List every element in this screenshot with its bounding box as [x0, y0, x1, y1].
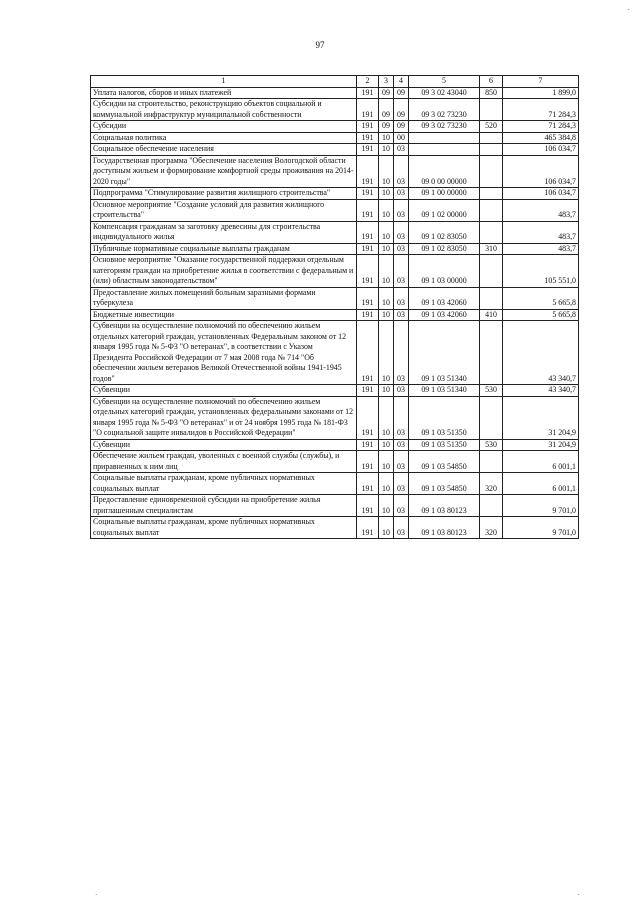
table-row	[91, 188, 579, 200]
table-row	[91, 473, 579, 495]
row-code-6: 320	[480, 517, 503, 539]
row-code-2: 191	[357, 221, 379, 243]
table-row	[91, 155, 579, 188]
row-code-6	[480, 199, 503, 221]
table-row	[91, 495, 579, 517]
row-code-3: 09	[379, 99, 394, 121]
corner-mark: ·	[577, 891, 580, 899]
row-name: Субсидии	[91, 121, 357, 133]
row-code-2: 191	[357, 121, 379, 133]
row-code-2: 191	[357, 451, 379, 473]
row-code-3: 10	[379, 439, 394, 451]
header-cell: 7	[503, 76, 579, 88]
row-code-5: 09 3 02 73230	[409, 121, 480, 133]
table-row	[91, 396, 579, 439]
row-code-6	[480, 451, 503, 473]
row-code-4: 03	[394, 287, 409, 309]
row-amount: 6 001,1	[503, 473, 579, 495]
row-code-6	[480, 287, 503, 309]
row-code-6	[480, 155, 503, 188]
row-code-4: 03	[394, 221, 409, 243]
header-cell: 3	[379, 76, 394, 88]
row-code-2: 191	[357, 517, 379, 539]
row-amount: 483,7	[503, 221, 579, 243]
row-code-4: 03	[394, 439, 409, 451]
table-row	[91, 221, 579, 243]
row-name: Социальная политика	[91, 132, 357, 144]
row-code-3: 09	[379, 121, 394, 133]
row-code-5: 09 1 03 42060	[409, 309, 480, 321]
row-code-2: 191	[357, 473, 379, 495]
row-code-2: 191	[357, 396, 379, 439]
table-row	[91, 287, 579, 309]
row-amount: 43 340,7	[503, 321, 579, 385]
row-name: Социальное обеспечение населения	[91, 144, 357, 156]
row-code-2: 191	[357, 144, 379, 156]
row-code-4: 03	[394, 188, 409, 200]
table-row	[91, 243, 579, 255]
row-amount: 31 204,9	[503, 396, 579, 439]
table-row	[91, 132, 579, 144]
row-amount: 483,7	[503, 243, 579, 255]
row-code-4: 03	[394, 144, 409, 156]
row-code-6: 520	[480, 121, 503, 133]
row-code-3: 09	[379, 87, 394, 99]
corner-mark: ·	[627, 6, 630, 14]
row-code-3: 10	[379, 243, 394, 255]
row-amount: 483,7	[503, 199, 579, 221]
table-row	[91, 199, 579, 221]
row-code-4: 03	[394, 155, 409, 188]
row-code-3: 10	[379, 287, 394, 309]
row-amount: 105 551,0	[503, 255, 579, 288]
row-code-6: 850	[480, 87, 503, 99]
row-name: Субвенции	[91, 439, 357, 451]
row-code-2: 191	[357, 243, 379, 255]
row-amount: 106 034,7	[503, 155, 579, 188]
row-code-6: 410	[480, 309, 503, 321]
row-code-4: 03	[394, 396, 409, 439]
row-code-5: 09 1 03 00000	[409, 255, 480, 288]
row-code-6: 530	[480, 439, 503, 451]
row-code-4: 03	[394, 321, 409, 385]
row-code-5: 09 1 02 83050	[409, 221, 480, 243]
row-code-3: 10	[379, 255, 394, 288]
row-code-5: 09 1 03 51340	[409, 321, 480, 385]
row-code-3: 10	[379, 132, 394, 144]
row-code-6	[480, 221, 503, 243]
row-code-5	[409, 144, 480, 156]
row-code-2: 191	[357, 155, 379, 188]
row-code-5: 09 1 00 00000	[409, 188, 480, 200]
row-name: Уплата налогов, сборов и иных платежей	[91, 87, 357, 99]
row-code-4: 03	[394, 517, 409, 539]
row-code-3: 10	[379, 473, 394, 495]
row-name: Субвенции на осуществление полномочий по обеспечению жильем отдельных категорий граждан, установленных Федеральным законом от 12 января 1995 года № 5-ФЗ "О ветеранах", в соответствии с Указом Президента Российской Федерации от 7 мая 2008 года № 714 "Об обеспечении жильем ветеранов Великой Отечественной войны 1941-1945 годов"	[91, 321, 357, 385]
row-name: Государственная программа "Обеспечение населения Вологодской области доступным жильем и формирование комфортной среды проживания на 2014-2020 годы"	[91, 155, 357, 188]
row-code-2: 191	[357, 439, 379, 451]
row-name: Предоставление жилых помещений больным заразными формами туберкулеза	[91, 287, 357, 309]
row-code-4: 03	[394, 243, 409, 255]
row-code-6: 530	[480, 385, 503, 397]
row-code-3: 10	[379, 385, 394, 397]
row-code-4: 03	[394, 451, 409, 473]
budget-table	[90, 75, 579, 539]
row-code-3: 10	[379, 188, 394, 200]
row-code-2: 191	[357, 321, 379, 385]
row-code-2: 191	[357, 287, 379, 309]
row-amount: 9 701,0	[503, 517, 579, 539]
row-code-6	[480, 144, 503, 156]
row-code-5: 09 3 02 73230	[409, 99, 480, 121]
row-name: Подпрограмма "Стимулирование развития жилищного строительства"	[91, 188, 357, 200]
row-code-3: 10	[379, 451, 394, 473]
row-name: Публичные нормативные социальные выплаты гражданам	[91, 243, 357, 255]
row-code-4: 09	[394, 87, 409, 99]
header-cell: 1	[91, 76, 357, 88]
row-amount: 31 204,9	[503, 439, 579, 451]
table-row	[91, 309, 579, 321]
row-code-5: 09 1 03 80123	[409, 517, 480, 539]
row-code-6	[480, 132, 503, 144]
row-name: Бюджетные инвестиции	[91, 309, 357, 321]
row-name: Субвенции на осуществление полномочий по обеспечению жильем отдельных категорий граждан, установленных федеральными законами от 12 января 1995 года № 5-ФЗ "О ветеранах" и от 24 ноября 1995 года № 181-ФЗ "О социальной защите инвалидов в Российской Федерации"	[91, 396, 357, 439]
table-row	[91, 517, 579, 539]
row-code-5: 09 1 03 80123	[409, 495, 480, 517]
table-row	[91, 385, 579, 397]
row-amount: 5 665,8	[503, 287, 579, 309]
row-code-6: 320	[480, 473, 503, 495]
row-code-5: 09 1 03 51340	[409, 385, 480, 397]
row-code-5: 09 1 03 54850	[409, 451, 480, 473]
row-code-2: 191	[357, 255, 379, 288]
row-code-3: 10	[379, 309, 394, 321]
table-row	[91, 439, 579, 451]
row-code-5: 09 1 02 00000	[409, 199, 480, 221]
row-code-6: 310	[480, 243, 503, 255]
row-name: Основное мероприятие "Создание условий для развития жилищного строительства"	[91, 199, 357, 221]
row-code-2: 191	[357, 385, 379, 397]
row-code-5: 09 1 03 51350	[409, 439, 480, 451]
row-code-3: 10	[379, 144, 394, 156]
row-amount: 71 284,3	[503, 99, 579, 121]
row-code-4: 03	[394, 473, 409, 495]
row-code-3: 10	[379, 199, 394, 221]
table-row	[91, 121, 579, 133]
row-code-5: 09 1 02 83050	[409, 243, 480, 255]
row-name: Субвенции	[91, 385, 357, 397]
row-code-2: 191	[357, 495, 379, 517]
row-amount: 71 284,3	[503, 121, 579, 133]
row-code-6	[480, 99, 503, 121]
row-code-4: 09	[394, 121, 409, 133]
row-code-5: 09 1 03 54850	[409, 473, 480, 495]
row-code-6	[480, 495, 503, 517]
row-code-3: 10	[379, 396, 394, 439]
table-row	[91, 255, 579, 288]
row-amount: 43 340,7	[503, 385, 579, 397]
row-code-2: 191	[357, 99, 379, 121]
row-name: Основное мероприятие "Оказание государственной поддержки отдельным категориям граждан на приобретение жилья в соответствии с федеральным и (или) областным законодательством"	[91, 255, 357, 288]
row-code-4: 03	[394, 309, 409, 321]
row-name: Социальные выплаты гражданам, кроме публичных нормативных социальных выплат	[91, 517, 357, 539]
table-row	[91, 99, 579, 121]
row-code-5	[409, 132, 480, 144]
row-code-3: 10	[379, 321, 394, 385]
row-code-3: 10	[379, 495, 394, 517]
table-row	[91, 87, 579, 99]
page-number: 97	[315, 40, 325, 50]
row-name: Обеспечение жильем граждан, уволенных с военной службы (службы), и приравненных к ним лиц	[91, 451, 357, 473]
row-amount: 5 665,8	[503, 309, 579, 321]
row-code-2: 191	[357, 199, 379, 221]
header-cell: 4	[394, 76, 409, 88]
row-amount: 106 034,7	[503, 188, 579, 200]
row-code-3: 10	[379, 221, 394, 243]
row-amount: 465 384,8	[503, 132, 579, 144]
row-code-6	[480, 321, 503, 385]
header-cell: 2	[357, 76, 379, 88]
row-code-5: 09 1 03 42060	[409, 287, 480, 309]
row-name: Социальные выплаты гражданам, кроме публичных нормативных социальных выплат	[91, 473, 357, 495]
corner-mark: ·	[95, 891, 98, 899]
row-code-6	[480, 188, 503, 200]
row-name: Субсидии на строительство, реконструкцию объектов социальной и коммунальной инфраструктур муниципальной собственности	[91, 99, 357, 121]
table-row	[91, 451, 579, 473]
row-amount: 106 034,7	[503, 144, 579, 156]
row-code-2: 191	[357, 87, 379, 99]
row-code-3: 10	[379, 155, 394, 188]
row-amount: 9 701,0	[503, 495, 579, 517]
row-name: Компенсация гражданам за заготовку древесины для строительства индивидуального жилья	[91, 221, 357, 243]
table-row	[91, 321, 579, 385]
row-code-4: 03	[394, 385, 409, 397]
row-amount: 1 899,0	[503, 87, 579, 99]
row-code-2: 191	[357, 132, 379, 144]
row-code-4: 03	[394, 199, 409, 221]
row-code-4: 00	[394, 132, 409, 144]
row-code-5: 09 3 02 43040	[409, 87, 480, 99]
header-cell: 6	[480, 76, 503, 88]
row-code-4: 03	[394, 495, 409, 517]
row-code-5: 09 0 00 00000	[409, 155, 480, 188]
row-code-6	[480, 396, 503, 439]
row-amount: 6 001,1	[503, 451, 579, 473]
header-cell: 5	[409, 76, 480, 88]
row-code-5: 09 1 03 51350	[409, 396, 480, 439]
row-code-2: 191	[357, 188, 379, 200]
table-header-row	[91, 76, 579, 88]
row-code-2: 191	[357, 309, 379, 321]
row-code-3: 10	[379, 517, 394, 539]
row-code-4: 03	[394, 255, 409, 288]
row-code-6	[480, 255, 503, 288]
row-name: Предоставление единовременной субсидии на приобретение жилья приглашенным специалистам	[91, 495, 357, 517]
table-row	[91, 144, 579, 156]
row-code-4: 09	[394, 99, 409, 121]
